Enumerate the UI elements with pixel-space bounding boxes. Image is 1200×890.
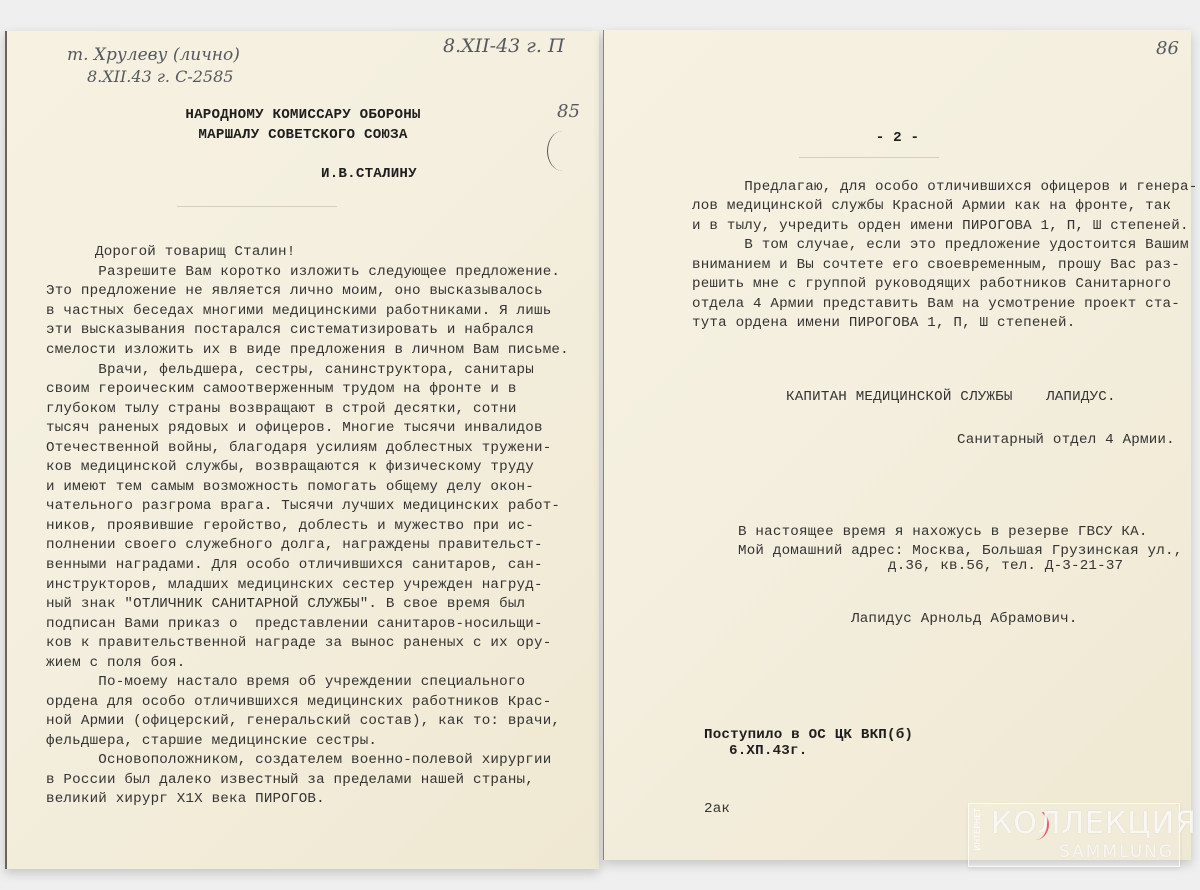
body-line: ной Армии (офицерский, генеральский состав), как то: врачи, [46,713,561,729]
addressee-line-2: МАРШАЛУ СОВЕТСКОГО СОЮЗА [198,127,408,143]
body-line: в России был далеко известный за пределами нашей страны, [46,772,534,788]
handwritten-date: 8.XII-43 г. П [443,35,565,57]
handwritten-routing-note: т. Хрулеву (лично) [67,45,240,65]
copies-note: 2ак [704,801,731,817]
body-line: отдела 4 Армии представить Вам на усмотрение проект ста- [692,296,1180,312]
watermark-title: КОЛЛЕКЦИЯ [991,806,1197,841]
body-line: ордена для особо отличившихся медицинских работников Крас- [46,694,552,710]
addressee-line-1: НАРОДНОМУ КОМИССАРУ ОБОРОНЫ [185,107,421,123]
handwritten-routing-date: 8.XII.43 г. С-2585 [87,67,234,86]
body-line: эти высказывания постарался систематизировать и набрался [46,322,534,338]
body-line: чательного разгрома врага. Тысячи лучших медицинских работ- [46,498,561,514]
body-line: Предлагаю, для особо отличившихся офицеров и генера- [692,179,1198,195]
body-line: ков к правительственной награде за вынос раненых с их ору- [46,635,552,651]
body-line: и в тылу, учредить орден имени ПИРОГОВА 1, П, Ш степеней. [692,218,1189,234]
address-line-1: В настоящее время я нахожусь в резерве ГВСУ КА. [738,524,1148,540]
page-number: - 2 - [875,130,920,146]
signature-unit: Санитарный отдел 4 Армии. [957,432,1175,448]
body-line: глубоком тылу страны возвращают в строй десятки, сотни [46,401,517,417]
watermark-side-text: ИНТЕРНЕТ [973,808,982,851]
body-line: и имеют тем самым возможность помогать общему делу окон- [46,479,534,495]
address-line-3: д.36, кв.56, тел. Д-3-21-37 [888,558,1124,574]
divider [799,157,939,158]
folio-number: 86 [1156,38,1179,59]
body-line: тута ордена имени ПИРОГОВА 1, П, Ш степеней. [692,315,1076,331]
body-line: полнении своего служебного долга, награждены правительст- [46,537,543,553]
full-name: Лапидус Арнольд Абрамович. [851,611,1078,627]
body-line: подписан Вами приказ о представлении санитаров-носильщи- [46,616,543,632]
body-line: в частных беседах многими медицинскими работниками. Я лишь [46,303,552,319]
body-line: великий хирург X1X века ПИРОГОВ. [46,791,325,807]
divider [177,206,337,207]
body-line: ный знак "ОТЛИЧНИК САНИТАРНОЙ СЛУЖБЫ". В свое время был [46,596,526,612]
body-line: фельдшера, старшие медицинские сестры. [46,733,378,749]
body-line: своим героическим самоотверженным трудом на фронте и в [46,381,517,397]
addressee-name: И.В.СТАЛИНУ [321,166,417,182]
body-line: Врачи, фельдшера, сестры, санинструктора, санитары [46,362,534,378]
body-line: тысяч раненых рядовых и офицеров. Многие тысячи инвалидов [46,420,543,436]
body-line: инструкторов, младших медицинских сестер учрежден нагруд- [46,577,543,593]
address-line-2: Мой домашний адрес: Москва, Большая Грузинская ул., [738,543,1183,559]
folio-number: 85 [557,101,580,122]
received-stamp-line-1: Поступило в ОС ЦК ВКП(б) [704,727,914,743]
body-line: жием с поля боя. [46,655,186,671]
body-line: ников, проявившие геройство, доблесть и мужество при ис- [46,518,534,534]
body-line: решить мне с группой руководящих работников Санитарного [692,276,1172,292]
signature-surname: ЛАПИДУС. [1046,389,1116,405]
body-line: Разрешите Вам коротко изложить следующее предложение. [46,264,561,280]
body-line: ков медицинской службы, возвращаются к физическому труду [46,459,534,475]
letter-page-1 [5,31,599,869]
body-line: Отечественной войны, благодаря усилиям доблестных тружени- [46,440,552,456]
salutation: Дорогой товарищ Сталин! [95,244,296,260]
body-line: Это предложение не является лично моим, оно высказывалось [46,283,543,299]
body-line: По-моему настало время об учреждении специального [46,674,526,690]
watermark-subtitle: SAMMLUNG [1059,842,1175,862]
signature-rank: КАПИТАН МЕДИЦИНСКОЙ СЛУЖБЫ [786,389,1013,405]
body-line: смелости изложить их в виде предложения в личном Вам письме. [46,342,569,358]
collection-watermark [968,803,1197,867]
body-line: Основоположником, создателем военно-полевой хирургии [46,752,552,768]
body-line: вниманием и Вы сочтете его своевременным, прошу Вас раз- [692,257,1180,273]
body-line: В том случае, если это предложение удостоится Вашим [692,237,1189,253]
body-line: венными наградами. Для особо отличившихся санитаров, сан- [46,557,543,573]
received-stamp-date: 6.XП.43г. [729,743,808,759]
letter-page-2 [603,30,1198,860]
body-line: лов медицинской службы Красной Армии как на фронте, так [692,198,1172,214]
